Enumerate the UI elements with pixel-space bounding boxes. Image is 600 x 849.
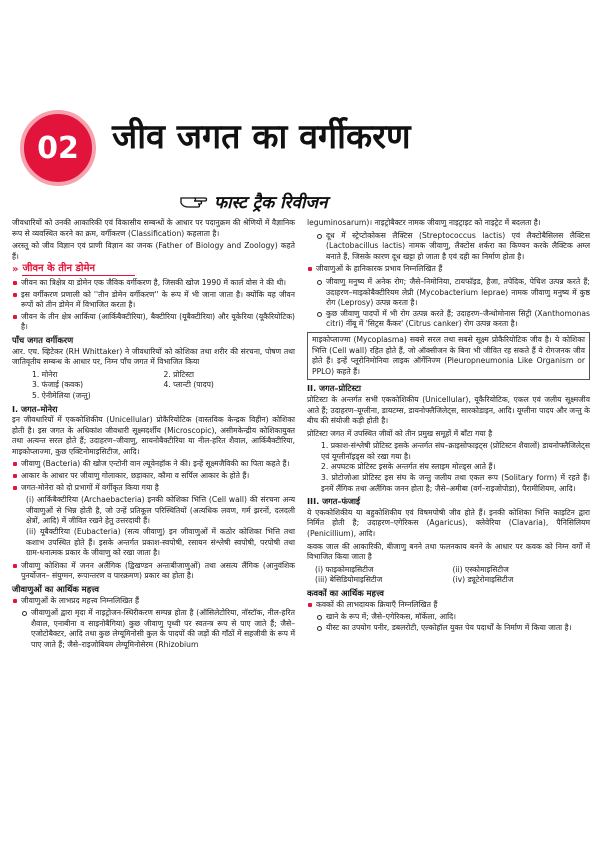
chapter-number: 02: [37, 130, 79, 166]
chapter-number-badge: [20, 110, 96, 186]
domain-bullets: [12, 278, 295, 333]
list-item: जगत-मोनेरा को दो प्रभागों में वर्गीकृत किया गया है: [12, 483, 295, 494]
list-item: जीवन का त्रिक्षेत्र या डोमेन एक जैविक वर्गीकरण है, जिसकी खोज 1990 में कार्ल वोस ने की थी।: [12, 278, 295, 289]
five-kingdom-text: आर. एच. व्हिटेकर (RH Whittaker) ने जीवधारियों को कोशिका तथा शरीर की संरचना, पोषण तथा जातिवृतीय सम्बन्ध के आधार पर, निम्न पाँच जगत में विभाजित किया: [12, 346, 295, 367]
list-item: (iv) ड्यूटेरोमाइसिटीज: [452, 575, 514, 585]
kingdom-list: [32, 370, 295, 402]
harm-bullets: [307, 264, 590, 275]
list-item: 5. ऐनीमेलिया (जन्तु): [32, 390, 91, 400]
list-item: 1. प्रकाश-संश्लेषी प्रोटिस्ट इसके अन्तर्गत संघ–क्राइसोफाइट्स (प्रोटिस्टन शैवालों) डायनोफ्लैजिलेट्स एवं यूग्लीनॉइड्स को रखा गया है।: [321, 441, 590, 461]
list-item: 3. फंजाई (कवक): [32, 380, 84, 390]
list-item: 4. प्लान्टी (पादप): [163, 380, 214, 390]
double-chevron-icon: »: [12, 263, 19, 275]
fungi-classes: [315, 565, 590, 586]
list-item: 2. प्रोटिस्टा: [163, 369, 194, 379]
domain-heading: [12, 264, 295, 276]
list-item: 3. प्रोटोजोआ प्रोटिस्ट इस संघ के जन्तु जलीय तथा एकल रूप (Solitary form) में रहते हैं। इनमें लैंगिक तथा अलैंगिक जनन होता है; जैसे–अमीबा (वर्ग–राइजोपोडा), पैरामीशियम, आदि।: [321, 473, 590, 493]
fast-track-title: [180, 190, 440, 212]
monera-heading: I. जगत–मोनेरा: [12, 403, 58, 414]
list-item: (i) फाइकोमाइसिटीज: [315, 564, 374, 574]
fungi-classes-text: कवक जाल की आकारिकी, बीजाणु बनने तथा फलनकाय बनने के आधार पर कवक को निम्न वर्गों में विभाजित किया जाता है: [307, 541, 590, 562]
fungi-econ-sub: [317, 612, 590, 633]
fungi-heading: III. जगत–फंजाई: [307, 496, 361, 507]
list-item: इस वर्गीकरण प्रणाली को ''तीन डोमेन वर्गीकरण'' के रूप में भी जाना जाता है। क्योंकि यह जीवन रूपों को तीन डोमेन में विभाजित करता है।: [12, 290, 295, 311]
list-item: जीवाणु कोशिका में जनन अलैंगिक (द्विखण्डन अन्तःबीजाणुओं) तथा असत्य लैंगिक (आनुवंशिक पुनर्योजन– संयुग्मन, रूपान्तरण व पारक्रमण) प्रकार का होता है।: [12, 561, 295, 582]
list-item: (ii) एस्कोमाइसिटीज: [452, 564, 509, 574]
list-item: जीवन के तीन क्षेत्र आर्किया (आर्किबैक्टीरिया), बैक्टीरिया (यूबैक्टीरिया) और यूकेरिया (यूकैरियोटिक) है।: [12, 312, 295, 333]
reproduction-bullets: [12, 561, 295, 582]
fungi-econ-bullets: [307, 600, 590, 611]
right-column: [307, 218, 590, 635]
aristotle-paragraph: अरस्तू को जीव विज्ञान एवं प्राणी विज्ञान का जनक (Father of Biology and Zoology) कहते हैं।: [12, 241, 295, 261]
list-item: आकार के आधार पर जीवाणु गोलाकार, छड़ाकार, कौमा व सर्पिल आकार के होते हैं।: [12, 471, 295, 482]
list-item: 2. अपघटक प्रोटिस्ट इसके अन्तर्गत संघ स्लाइम मोल्ड्स आते हैं।: [321, 462, 496, 472]
list-item: जीवाणुओं के लाभप्रद महत्त्व निम्नलिखित हैं: [12, 596, 295, 607]
list-item: खाने के रूप में; जैसे–एगेरिकस, मॉर्केला, आदि।: [317, 612, 590, 623]
list-item: कवकों की लाभदायक क्रियाएँ निम्नलिखित हैं: [307, 600, 590, 611]
monera-bullets: [12, 459, 295, 493]
list-item: (iii) बेसिडियोमाइसिटीज: [315, 575, 383, 585]
list-item: यीस्ट का उपयोग पनीर, डबलरोटी, एल्कोहॉल युक्त पेय पदार्थों के निर्माण में किया जाता है।: [317, 623, 590, 634]
list-item: दूध में स्ट्रेप्टोकोकस लैक्टिस (Streptococcus lactis) एवं लैक्टोबैसिलस लैक्टिस (Lactobacillus lactis) नामक जीवाणु, लैक्टोस शर्करा का किण्वन करके लैक्टिक अम्ल बनाते हैं, जिसके कारण दूध खट्टा हो जाता है एवं दही का निर्माण होता है।: [317, 231, 590, 263]
fungi-econ-heading: कवकों का आर्थिक महत्त्व: [307, 588, 384, 598]
protista-text: प्रोटिस्टा के अन्तर्गत सभी एककोशिकीय (Unicellular), यूकैरियोटिक, एकल एवं जलीय सूक्ष्मजीव आते हैं; उदाहरण–यूग्लीना, डायटम्स, डायनोफ्लैजिलेट्स, सारकोडाइन, आदि। यूग्लीना पादप और जन्तु के बीच की संयोजी कड़ी होती है।: [307, 394, 590, 426]
list-item: जीवाणु मनुष्य में अनेक रोग; जैसे–निमोनिया, टायफॉइड, हैजा, तपेदिक, पेचिश उत्पन्न करते हैं; उदाहरण–माइकोबैक्टीरियम लेप्री (Mycobacterium leprae) नामक जीवाणु मनुष्य में कुष्ठ रोग (Leprosy) उत्पन्न करता है।: [317, 277, 590, 309]
list-item: (ii) यूबैक्टीरिया (Eubacteria) (सत्य जीवाणु) इन जीवाणुओं में कठोर कोशिका भित्ति तथा कशाभ उपस्थित होते हैं। इसके अन्तर्गत प्रकाश-स्वपोषी, रसायन संश्लेषी स्वपोषी, परपोषी तथा ग्राम-धनात्मक प्रकार के जीवाणु को रखा जाता है।: [26, 527, 295, 558]
list-item: जीवाणु (Bacteria) की खोज एन्टोनी वान ल्यूवेनहॉक ने की। इन्हें सूक्ष्मजैविकी का पिता कहते हैं।: [12, 459, 295, 470]
economic-heading: जीवाणुओं का आर्थिक महत्त्व: [12, 584, 100, 594]
fungi-text: ये एककोशिकीय या बहुकोशिकीय एवं विषमपोषी जीव होते हैं। इनकी कोशिका भित्ति काइटिन द्वारा निर्मित होती है; उदाहरण–एगेरिकस (Agaricus), क्लेवेरिया (Clavaria), पैनिसिलियम (Penicillium), आदि।: [307, 507, 590, 539]
chapter-header: [0, 0, 600, 165]
left-column: [12, 218, 295, 653]
pointing-hand-icon: [180, 192, 208, 210]
five-kingdom-heading: पाँच जगत वर्गीकरण: [12, 334, 74, 345]
protista-groups-text: प्रोटिस्टा जगत में उपस्थित जीवों को तीन प्रमुख समूहों में बाँटा गया है: [307, 428, 493, 438]
economic-sub: [22, 608, 295, 650]
harm-sub: [317, 277, 590, 330]
chapter-title: जीव जगत का वर्गीकरण: [112, 117, 411, 157]
list-item: कुछ जीवाणु पादपों में भी रोग उत्पन्न करते हैं; उदाहरण–जैन्थोमोनास सिट्री (Xanthomonas citri) नींबू में 'सिट्रस कैंकर' (Citrus canker) रोग उत्पन्न करता है।: [317, 309, 590, 330]
milk-sub: [317, 231, 590, 263]
economic-bullets: [12, 596, 295, 607]
list-item: 1. मोनेरा: [32, 369, 58, 379]
continuation-text: leguminosarum)। नाइट्रोबैक्टर नामक जीवाणु नाइट्राइट को नाइट्रेट में बदलता है।: [307, 218, 541, 227]
protista-groups: [307, 441, 590, 494]
intro-paragraph: जीवधारियों को उनकी आकारिकी एवं विकासीय सम्बन्धों के आधार पर पदानुक्रम की श्रेणियों में वैज्ञानिक रूप से व्यवस्थित करने का क्रम, वर्गीकरण (Classification) कहलाता है।: [12, 218, 295, 238]
monera-divisions: [12, 495, 295, 559]
protista-heading: II. जगत–प्रोटिस्टा: [307, 383, 361, 394]
monera-text: इन जीवधारियों में एककोशिकीय (Unicellular) प्रोकैरियोटिक (वास्तविक केन्द्रक विहीन) कोशिका होती है। इस जगत के अधिकांश जीवधारी सूक्ष्मदर्शीय (Microscopic), असीमकेन्द्रीय कोशिकायुक्त तथा अत्यन्त सरल होते हैं; उदाहरण–जीवाणु, सायनोबैक्टीरिया या नील-हरित शैवाल, आर्किबैक्टीरिया, माइकोप्लाज्मा, कुछ एक्टिनोमाइसिटीज, आदि।: [12, 415, 295, 456]
mycoplasma-box: माइकोप्लाज्मा (Mycoplasma) सबसे सरल तथा सबसे सूक्ष्म प्रोकैरियोटिक जीव है। ये कोशिका भित्ति (Cell wall) रहित होते हैं, जो ऑक्सीजन के बिना भी जीवित रह सकते हैं ये रोगजनक जीव होते हैं। इन्हें प्लूरोनिमोनिया लाइक ऑर्गेनिज्म (Pleuropneumonia Like Organism or PPLO) कहते हैं।: [307, 332, 590, 380]
list-item: (i) आर्किबैक्टीरिया (Archaebacteria) इनकी कोशिका भित्ति (Cell wall) की संरचना अन्य जीवाणुओं से भिन्न होती है, जो उन्हें प्रतिकूल परिस्थितियों (अत्यधिक लवण, गर्म झरनों, दलदली क्षेत्रों, आदि) में जीवित रखने हेतु उत्तरदायी हैं।: [26, 495, 295, 526]
list-item: जीवाणुओं के हानिकारक प्रभाव निम्नलिखित हैं: [307, 264, 590, 275]
list-item: जीवाणुओं द्वारा मृदा में नाइट्रोजन-स्थिरीकरण सम्पन्न होता है (ऑसिलेटोरिया, नॉस्टॉक, नील-हरित शैवाल, एनाबीना व साइनोबैगिया) कुछ जीवाणु पृथ्वी पर स्वतन्त्र रूप से पाए जाते हैं; जैसे–एजोटोबैक्टर, आदि तथा कुछ लेग्यूमिनोसी कुल के पादपों की जड़ों की गाँठों में सहजीवी के रूप में पाए जाते हैं; जैसे–राइजोबियम लेग्यूमिनोसेरम (Rhizobium: [22, 608, 295, 650]
fast-track-text: फास्ट ट्रैक रिवीजन: [214, 192, 328, 213]
domain-heading-text: जीवन के तीन डोमेन: [22, 264, 135, 276]
